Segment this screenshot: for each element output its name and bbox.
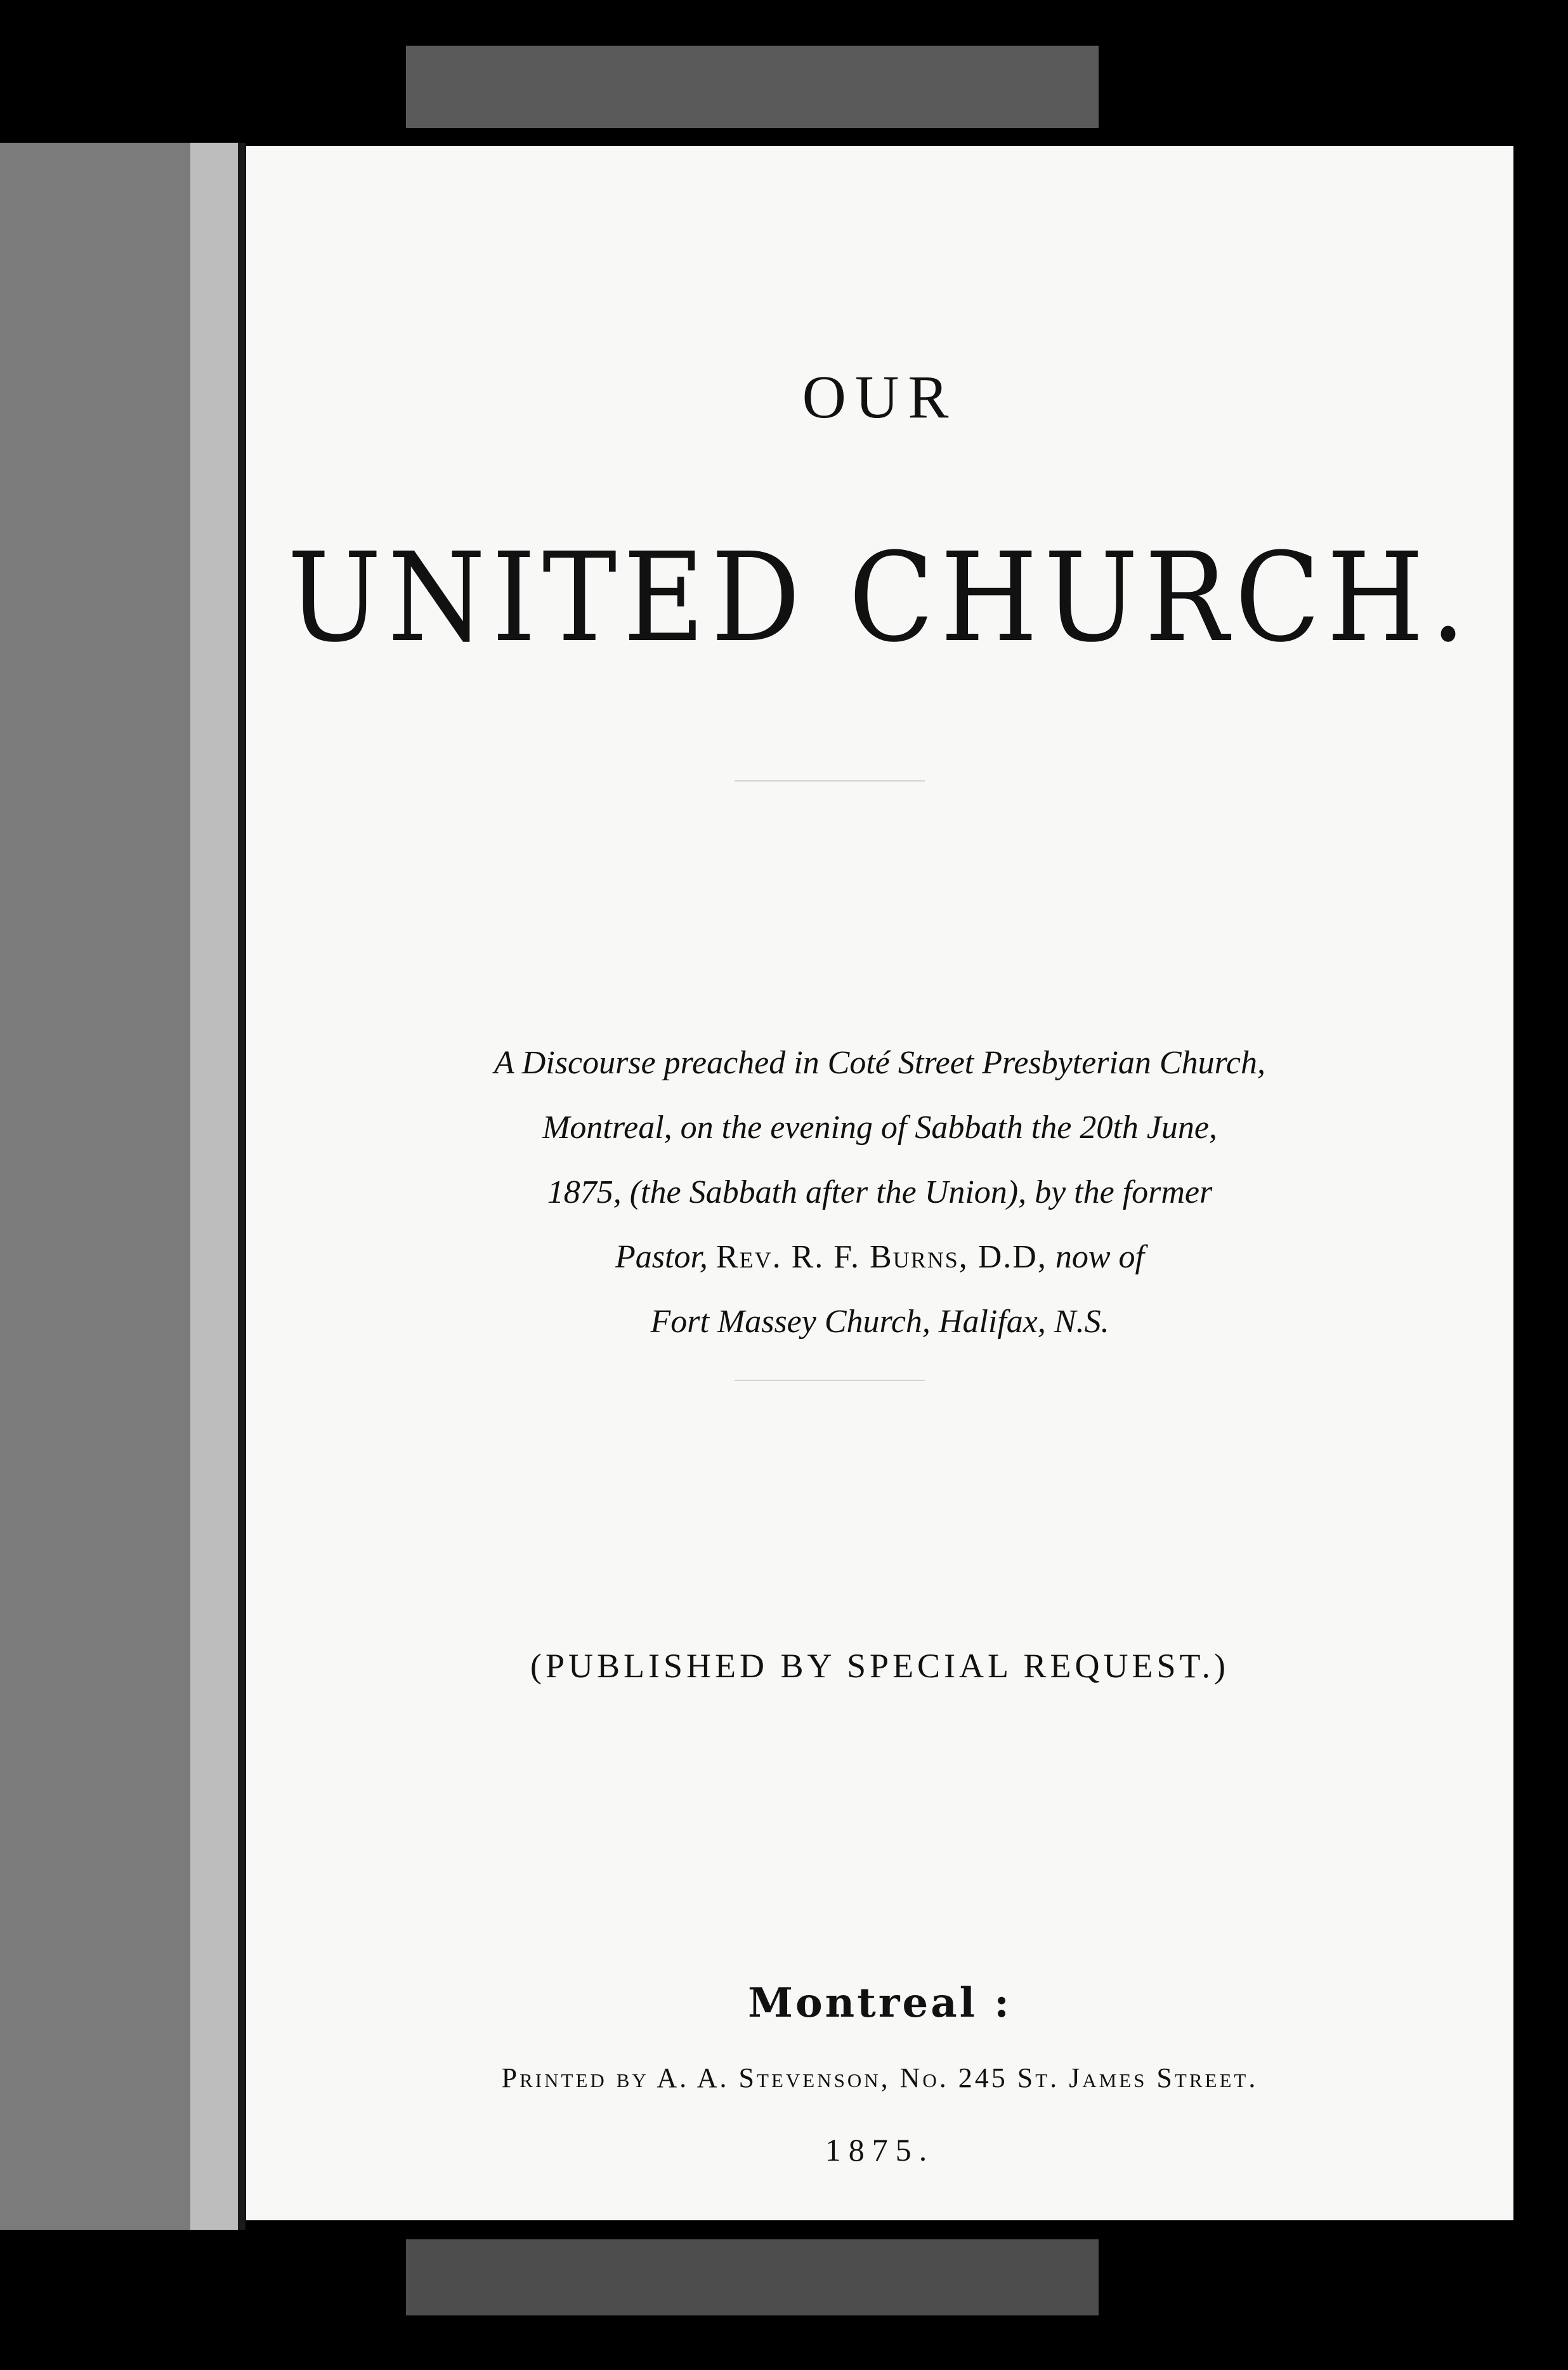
description [246,1031,1513,1354]
scan-frame-top [406,46,1099,128]
binding-edge [238,143,245,2230]
page-title: UNITED CHURCH. [287,526,1472,670]
description-line [246,1225,1513,1290]
description-line: A Discourse preached in Coté Street Presbyterian Church, [493,1045,1265,1081]
description-line: Fort Massey Church, Halifax, N.S. [650,1304,1109,1340]
title-page [246,146,1513,2220]
scan-frame-bottom [406,2239,1099,2315]
description-pre: Pastor, [615,1239,708,1275]
imprint-printer: Printed by A. A. Stevenson, No. 245 St. James Street. [501,2062,1258,2093]
description-post: now of [1055,1239,1144,1275]
imprint-place: Montreal : [748,1979,1012,2027]
binding-strip [190,143,238,2230]
divider-rule [735,1380,925,1381]
imprint-year: 1875. [825,2132,935,2168]
heading-small: OUR [802,363,958,431]
binding-cover [0,143,190,2230]
description-line: Montreal, on the evening of Sabbath the 20th June, [542,1110,1217,1146]
divider-rule [735,780,925,782]
description-line: 1875, (the Sabbath after the Union), by the former [547,1174,1213,1210]
author-name: Rev. R. F. Burns, D.D, [715,1239,1047,1275]
published-note: (PUBLISHED BY SPECIAL REQUEST.) [530,1647,1230,1685]
